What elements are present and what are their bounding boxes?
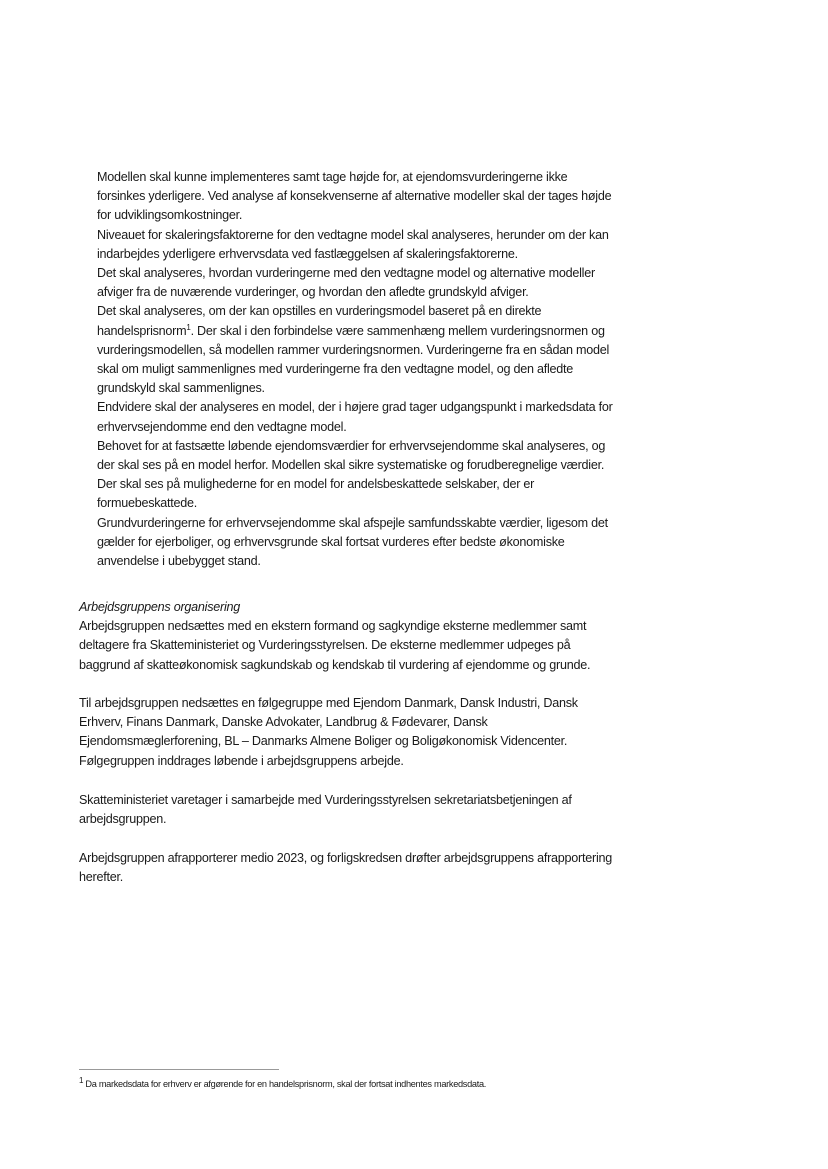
section-heading: Arbejdsgruppens organisering	[79, 600, 241, 614]
footnote	[79, 1075, 679, 1090]
reporting-section	[79, 849, 619, 887]
paragraph-cooperative-companies: Der skal ses på mulighederne for en model for andelsbeskattede selskaber, der er formuebeskattede.	[97, 477, 535, 511]
paragraph-secretariat: Skatteministeriet varetager i samarbejde med Vurderingsstyrelsen sekretariatsbetjeningen af arbejdsgruppen.	[79, 793, 572, 827]
footnote-divider	[79, 1069, 279, 1070]
paragraph-ongoing-values: Behovet for at fastsætte løbende ejendomsværdier for erhvervsejendomme skal analyseres, og der skal ses på en model herfor. Modellen skal sikre systematiske og forudberegnelige værdier.	[97, 438, 606, 473]
paragraph-market-data-model: Endvidere skal der analyseres en model, der i højere grad tager udgangspunkt i markedsdata for erhvervsejendomme end den vedtagne model.	[97, 400, 613, 434]
paragraph-implementation: Modellen skal kunne implementeres samt tage højde for, at ejendomsvurderingerne ikke forsinkes yderligere. Ved analyse af konsekvenserne af alternative modeller skal der tages højde for udviklingsomkostninger.	[97, 170, 612, 223]
paragraph-trade-price-norm-rest: . Der skal i den forbindelse være sammenhæng mellem vurderingsnormen og vurderingsmodellen, så modellen rammer vurderingsnormen. Vurderingerne fra en sådan model skal om muligt sammenlignes med vurderingerne fra den vedtagne model, og den afledte grundskyld skal sammenlignes.	[97, 323, 610, 396]
paragraph-membership: Arbejdsgruppen nedsættes med en ekstern formand og sagkyndige eksterne medlemmer samt deltagere fra Skatteministeriet og Vurderingsstyrelsen. De eksterne medlemmer udpeges på baggrund af skatteøkonomisk sagkundskab og kendskab til vurdering af ejendomme og grunde.	[79, 619, 591, 672]
footnote-reference[interactable]: 1	[186, 322, 191, 332]
paragraph-follow-group: Til arbejdsgruppen nedsættes en følgegruppe med Ejendom Danmark, Dansk Industri, Dansk Erhverv, Finans Danmark, Danske Advokater, Landbrug & Fødevarer, Dansk Ejendomsmæglerforening, BL – Danmarks Almene Boliger og Boligøkonomisk Videncenter. Følgegruppen inddrages løbende i arbejdsgruppens arbejde.	[79, 696, 578, 768]
paragraph-trade-price-norm-text: Det skal analyseres, om der kan opstilles en vurderingsmodel baseret på en direkte handelsprisnorm	[97, 304, 542, 338]
secretariat-section	[79, 791, 619, 829]
paragraph-trade-price-norm	[97, 302, 617, 398]
paragraph-valuation-deviation: Det skal analyseres, hvordan vurderingerne med den vedtagne model og alternative modeller afviger fra de nuværende vurderinger, og hvordan den afledte grundskyld afviger.	[97, 266, 595, 300]
paragraph-reporting: Arbejdsgruppen afrapporterer medio 2023, og forligskredsen drøfter arbejdsgruppens afrapportering herefter.	[79, 851, 612, 885]
footnote-number: 1	[79, 1075, 84, 1085]
paragraph-land-valuations: Grundvurderingerne for erhvervsejendomme skal afspejle samfundsskabte værdier, ligesom det gælder for ejerboliger, og erhvervsgrunde skal fortsat vurderes efter bedste økonomiske anvendelse i ubebygget stand.	[97, 515, 608, 569]
follow-group-section	[79, 694, 619, 771]
paragraph-scaling-factors: Niveauet for skaleringsfaktorerne for den vedtagne model skal analyseres, herunder om der kan indarbejdes yderligere erhvervsdata ved fastlæggelsen af skaleringsfaktorerne.	[97, 227, 609, 261]
indented-paragraph-block	[97, 168, 617, 571]
organisation-section	[79, 598, 619, 675]
footnote-text: Da markedsdata for erhverv er afgørende for en handelsprisnorm, skal der fortsat indhentes markedsdata.	[85, 1079, 487, 1089]
